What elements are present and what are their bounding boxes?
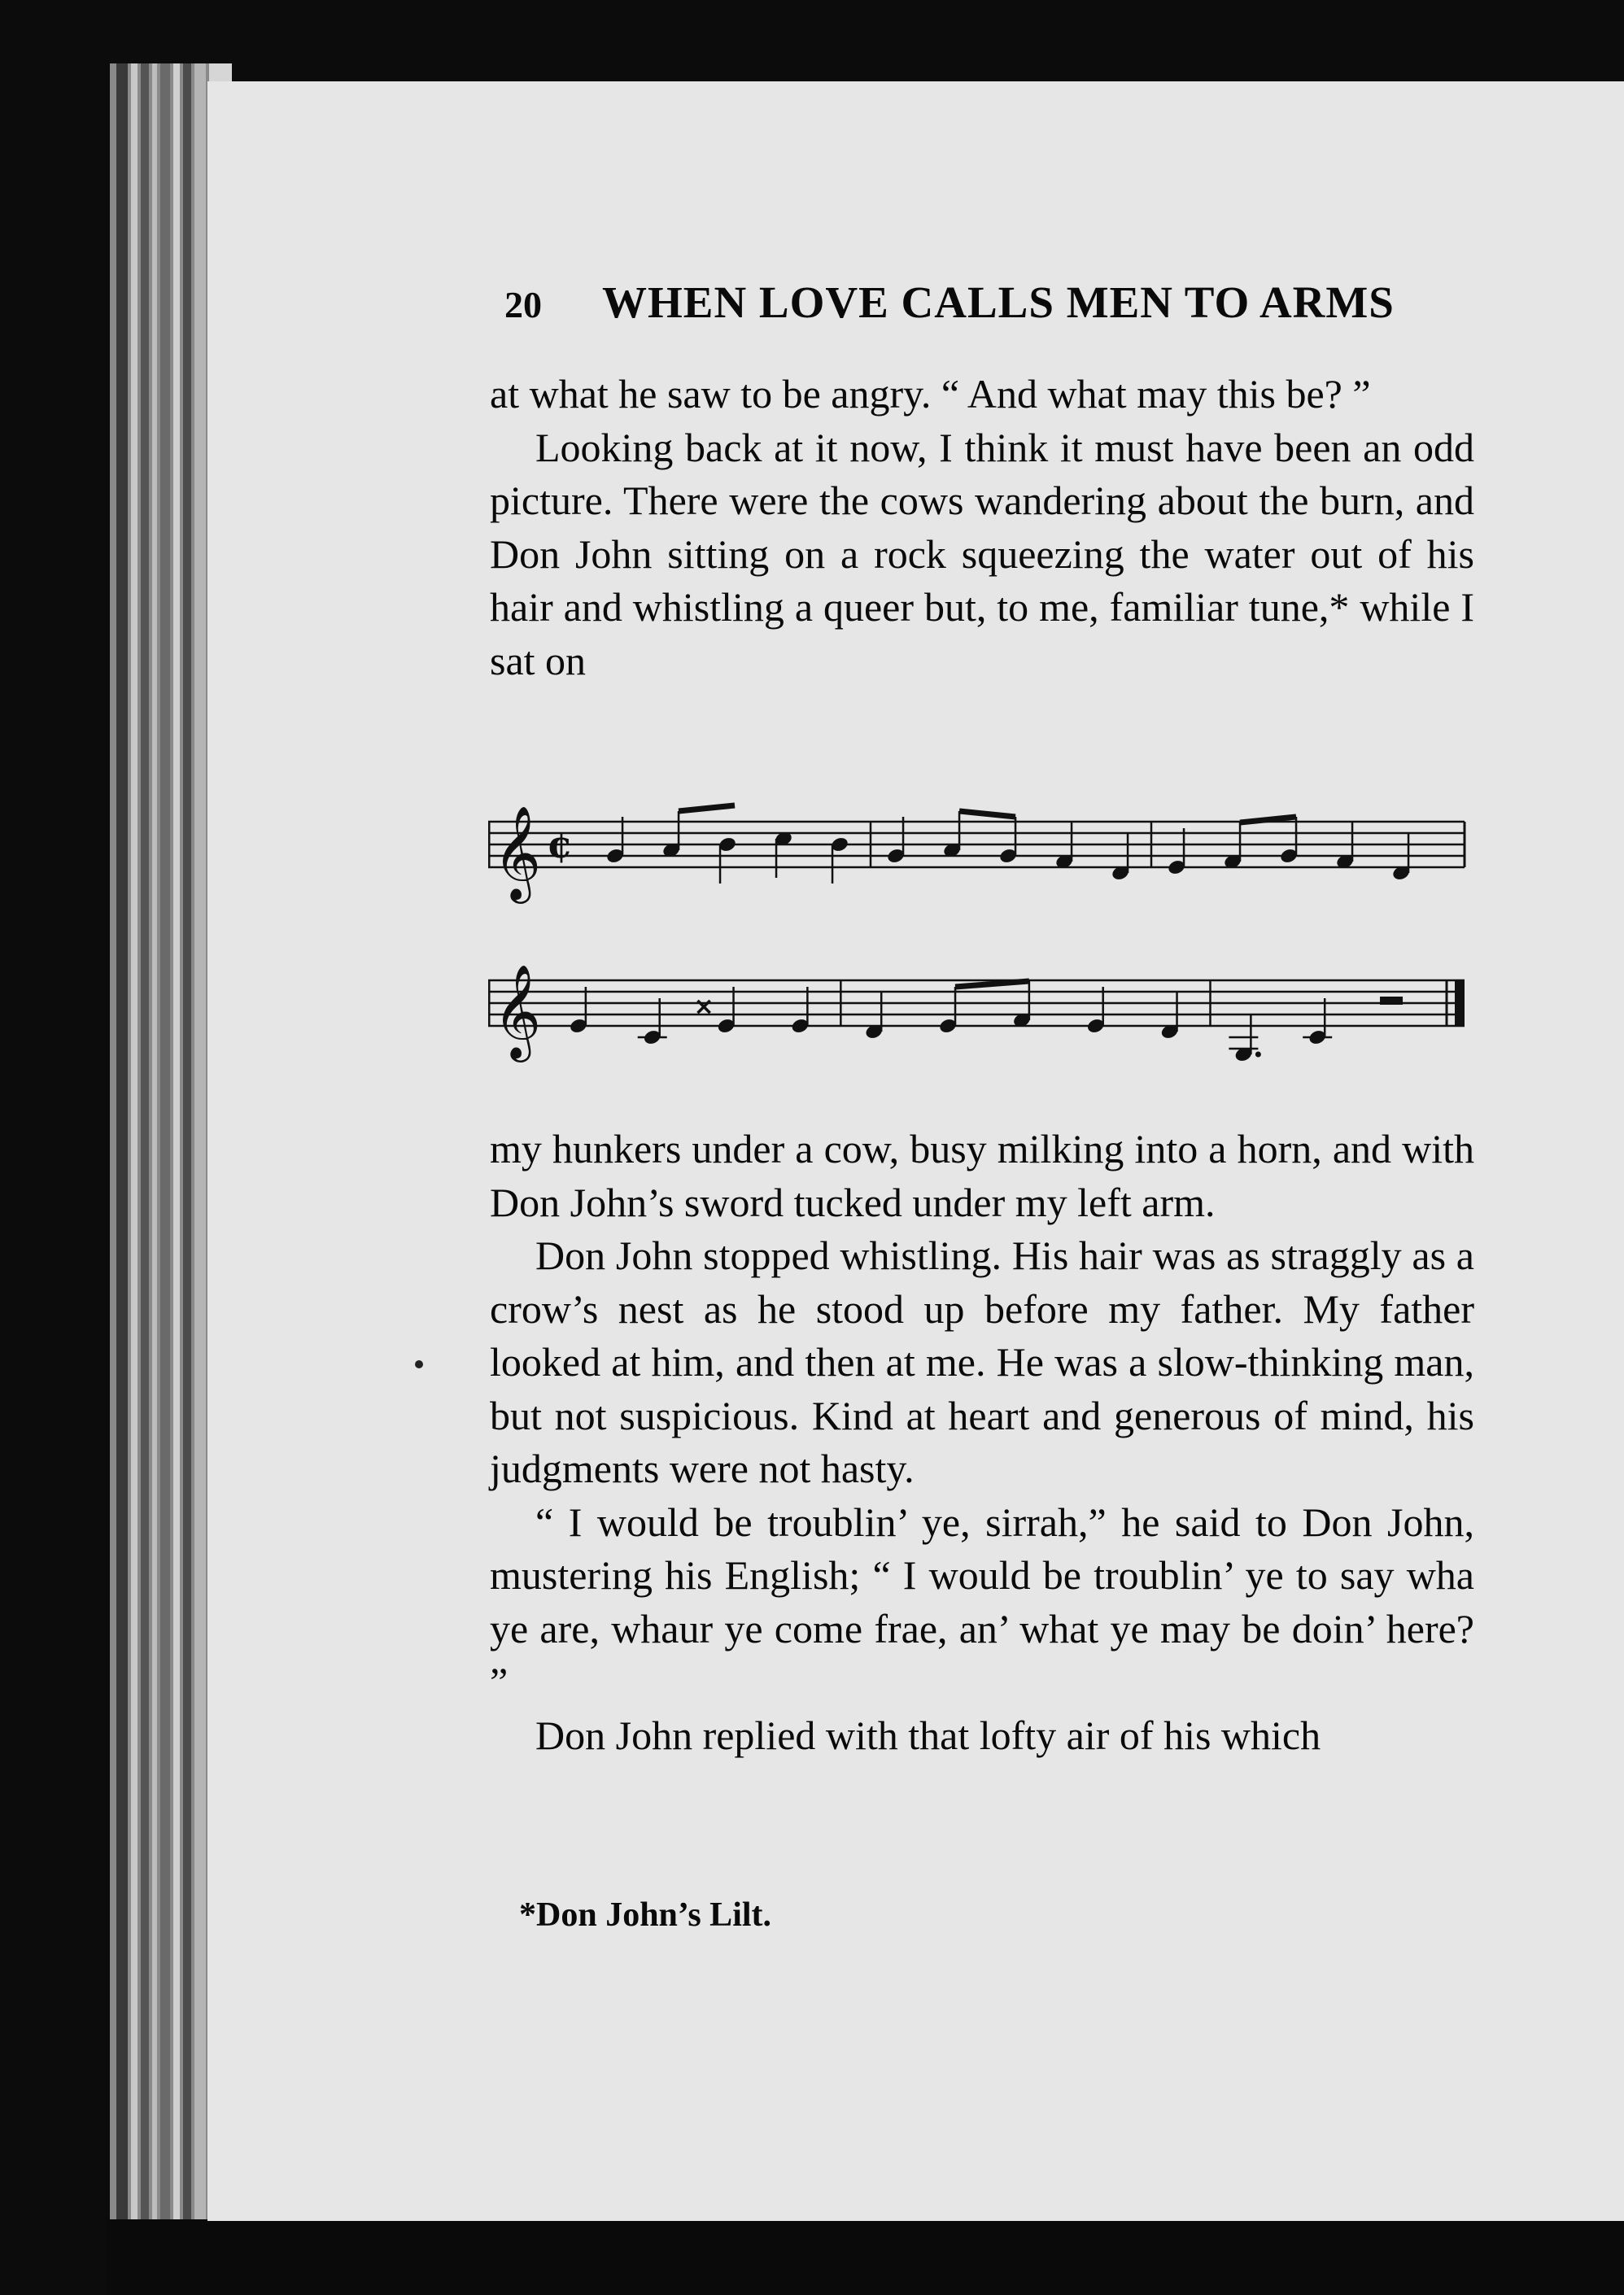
treble-clef-icon: 𝄞 [493,805,542,900]
half-rest [1380,997,1403,1005]
final-barline-thick [1455,980,1465,1026]
ink-speck [415,1360,423,1368]
text-block-upper [490,368,1474,687]
accidental: × [693,993,714,1021]
note-beam [955,981,1029,987]
paragraph: at what he saw to be angry. “ And what may this be? ” [490,371,1371,417]
paragraph: my hunkers under a cow, busy milking into a horn, and with Don John’s sword tucked under my left arm. [490,1126,1474,1225]
note-beam [679,805,735,811]
paragraph: Don John replied with that lofty air of his which [535,1712,1321,1758]
running-title: WHEN LOVE CALLS MEN TO ARMS [602,277,1395,327]
paragraph: Don John stopped whistling. His hair was as straggly as a crow’s nest as he stood up before my father. My father looked at him, and then at me. He was a slow-thinking man, but not suspicious. Kind at heart and generous of mind, his judgments were not hasty. [490,1233,1474,1491]
treble-clef-icon: 𝄞 [493,963,542,1058]
time-signature: ¢ [547,822,574,866]
music-notation [488,781,1477,1082]
paragraph: Looking back at it now, I think it must have been an odd picture. There were the cows wandering about the burn, and Don John sitting on a rock squeezing the water out of his hair and whistling a queer but, to me, familiar tune,* while I sat on [490,424,1474,683]
page-header [504,277,1465,342]
paragraph: “ I would be troublin’ ye, sirrah,” he said to Don John, mustering his English; “ I would be troublin’ ye to say wha ye are, whaur ye come frae, an’ what ye may be doin’ here? ” [490,1499,1474,1704]
footnote: *Don John’s Lilt. [519,1896,772,1934]
note-dot [1255,1052,1261,1058]
note-beam [959,811,1015,817]
text-block-lower [490,1123,1474,1762]
page-number: 20 [504,284,542,325]
